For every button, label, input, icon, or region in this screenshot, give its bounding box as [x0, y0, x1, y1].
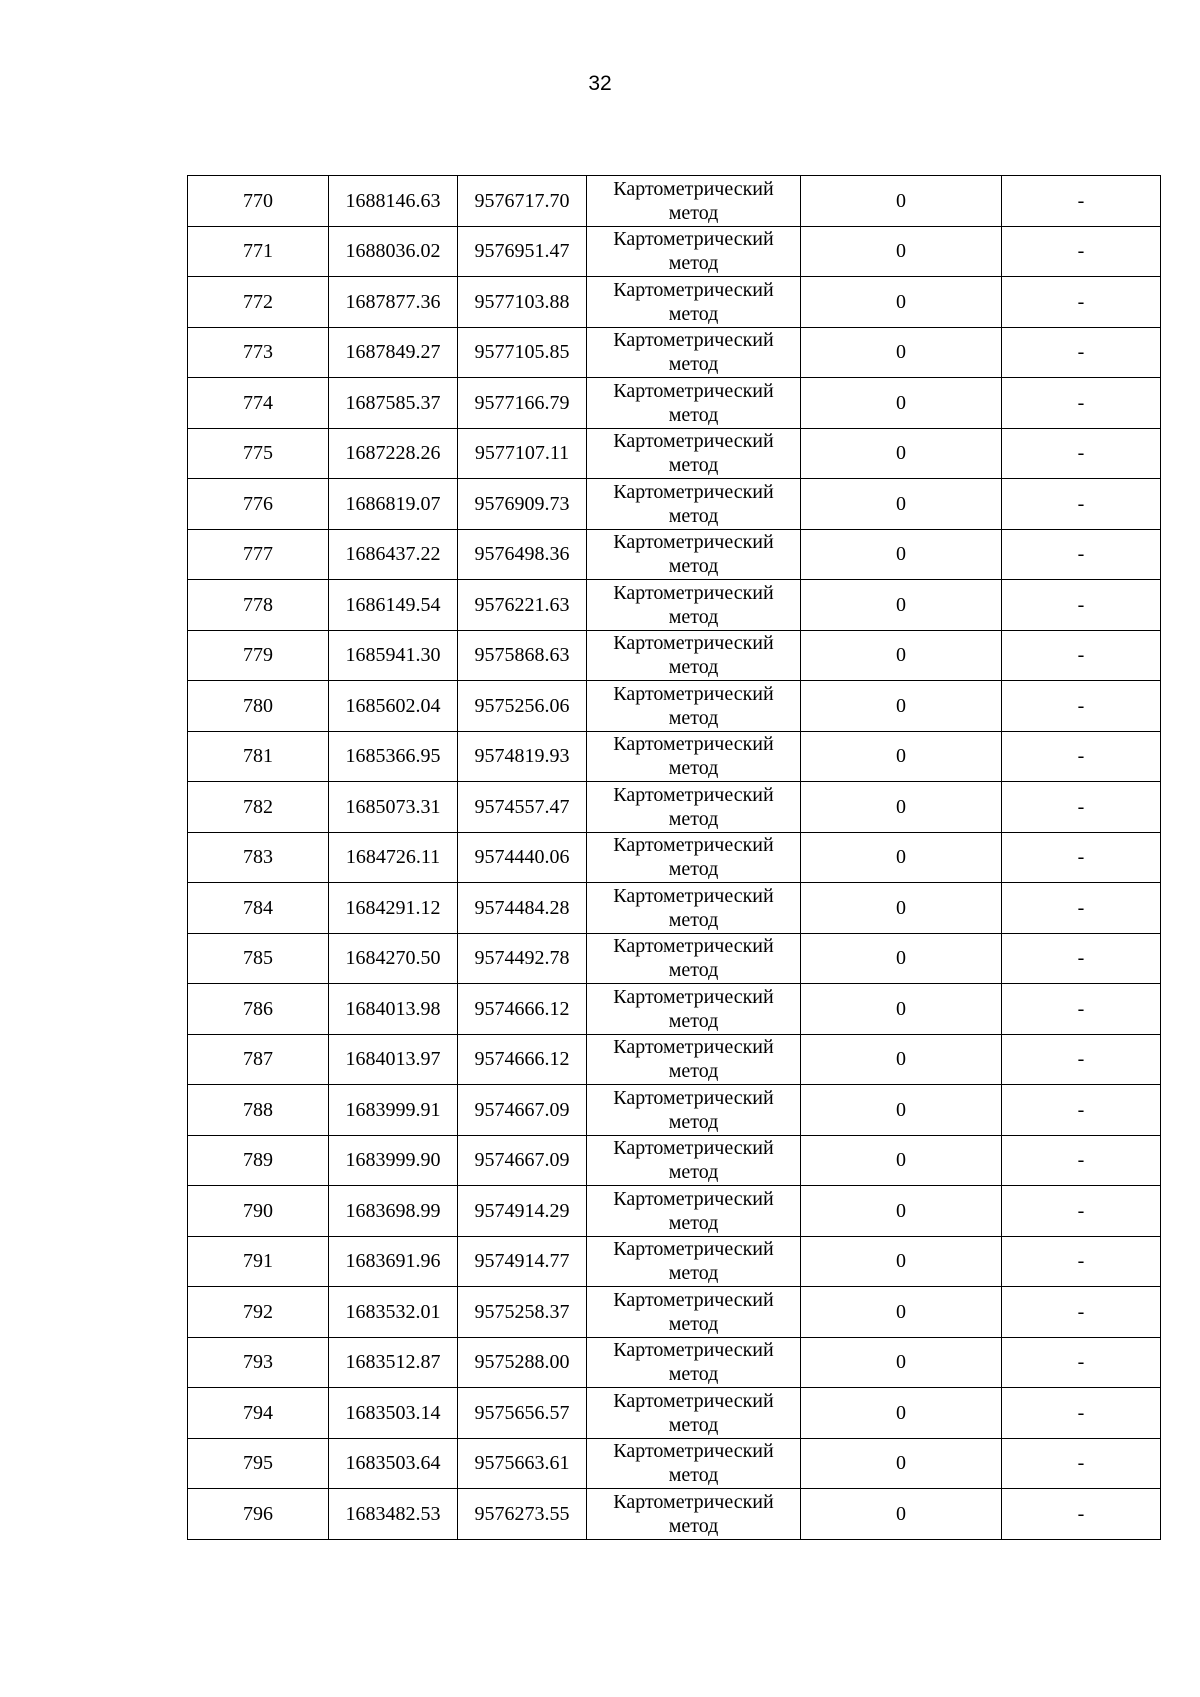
note-cell: -: [1002, 782, 1161, 833]
accuracy-cell: 0: [801, 1388, 1002, 1439]
y-coordinate-cell: 9574440.06: [458, 832, 587, 883]
note-cell: -: [1002, 731, 1161, 782]
point-number-cell: 792: [188, 1287, 329, 1338]
method-cell: [587, 1085, 801, 1136]
point-number-cell: 771: [188, 226, 329, 277]
accuracy-cell: 0: [801, 327, 1002, 378]
method-line-1: Картометрический: [613, 632, 774, 655]
point-number-cell: 793: [188, 1337, 329, 1388]
x-coordinate-cell: 1683503.64: [329, 1438, 458, 1489]
x-coordinate-cell: 1685366.95: [329, 731, 458, 782]
point-number-cell: 790: [188, 1186, 329, 1237]
method-line-2: метод: [668, 757, 719, 780]
method-line-2: метод: [668, 201, 719, 224]
method-cell: [587, 984, 801, 1035]
point-number-cell: 786: [188, 984, 329, 1035]
method-line-2: метод: [668, 1110, 719, 1133]
y-coordinate-cell: 9577107.11: [458, 428, 587, 479]
table-row: [188, 529, 1161, 580]
x-coordinate-cell: 1683532.01: [329, 1287, 458, 1338]
method-cell: [587, 933, 801, 984]
x-coordinate-cell: 1685941.30: [329, 630, 458, 681]
point-number-cell: 776: [188, 479, 329, 530]
method-line-1: Картометрический: [613, 1137, 774, 1160]
method-cell: [587, 529, 801, 580]
y-coordinate-cell: 9574914.77: [458, 1236, 587, 1287]
table-row: [188, 1489, 1161, 1540]
method-line-2: метод: [668, 908, 719, 931]
method-cell: [587, 1337, 801, 1388]
method-line-1: Картометрический: [613, 682, 774, 705]
note-cell: -: [1002, 1085, 1161, 1136]
accuracy-cell: 0: [801, 580, 1002, 631]
table-row: [188, 731, 1161, 782]
point-number-cell: 781: [188, 731, 329, 782]
note-cell: -: [1002, 479, 1161, 530]
point-number-cell: 773: [188, 327, 329, 378]
accuracy-cell: 0: [801, 1186, 1002, 1237]
method-line-2: метод: [668, 605, 719, 628]
x-coordinate-cell: 1687849.27: [329, 327, 458, 378]
point-number-cell: 788: [188, 1085, 329, 1136]
table-row: [188, 1034, 1161, 1085]
note-cell: -: [1002, 1287, 1161, 1338]
method-line-1: Картометрический: [613, 531, 774, 554]
point-number-cell: 774: [188, 378, 329, 429]
point-number-cell: 795: [188, 1438, 329, 1489]
x-coordinate-cell: 1687877.36: [329, 277, 458, 328]
note-cell: -: [1002, 984, 1161, 1035]
method-line-1: Картометрический: [613, 985, 774, 1008]
method-line-2: метод: [668, 1464, 719, 1487]
method-cell: [587, 1034, 801, 1085]
method-cell: [587, 428, 801, 479]
method-line-1: Картометрический: [613, 1036, 774, 1059]
x-coordinate-cell: 1683503.14: [329, 1388, 458, 1439]
x-coordinate-cell: 1688036.02: [329, 226, 458, 277]
table-row: [188, 782, 1161, 833]
y-coordinate-cell: 9576717.70: [458, 176, 587, 227]
table-row: [188, 1236, 1161, 1287]
table-row: [188, 580, 1161, 631]
table-row: [188, 1388, 1161, 1439]
accuracy-cell: 0: [801, 479, 1002, 530]
table-row: [188, 1438, 1161, 1489]
method-line-1: Картометрический: [613, 581, 774, 604]
method-line-1: Картометрический: [613, 783, 774, 806]
method-line-1: Картометрический: [613, 1440, 774, 1463]
coordinates-table: [187, 175, 1161, 1540]
point-number-cell: 791: [188, 1236, 329, 1287]
method-line-2: метод: [668, 252, 719, 275]
accuracy-cell: 0: [801, 1489, 1002, 1540]
note-cell: -: [1002, 378, 1161, 429]
method-line-2: метод: [668, 1363, 719, 1386]
method-cell: [587, 1438, 801, 1489]
x-coordinate-cell: 1684013.98: [329, 984, 458, 1035]
method-line-2: метод: [668, 706, 719, 729]
method-line-2: метод: [668, 302, 719, 325]
note-cell: -: [1002, 176, 1161, 227]
accuracy-cell: 0: [801, 1034, 1002, 1085]
x-coordinate-cell: 1686149.54: [329, 580, 458, 631]
method-line-1: Картометрический: [613, 935, 774, 958]
method-cell: [587, 226, 801, 277]
note-cell: -: [1002, 1438, 1161, 1489]
accuracy-cell: 0: [801, 1337, 1002, 1388]
y-coordinate-cell: 9575656.57: [458, 1388, 587, 1439]
method-cell: [587, 1236, 801, 1287]
table-row: [188, 1135, 1161, 1186]
method-line-2: метод: [668, 353, 719, 376]
x-coordinate-cell: 1685602.04: [329, 681, 458, 732]
accuracy-cell: 0: [801, 1236, 1002, 1287]
point-number-cell: 775: [188, 428, 329, 479]
accuracy-cell: 0: [801, 176, 1002, 227]
method-line-2: метод: [668, 1060, 719, 1083]
accuracy-cell: 0: [801, 378, 1002, 429]
method-cell: [587, 277, 801, 328]
method-line-2: метод: [668, 959, 719, 982]
accuracy-cell: 0: [801, 630, 1002, 681]
table-row: [188, 832, 1161, 883]
method-cell: [587, 1135, 801, 1186]
method-line-1: Картометрический: [613, 1187, 774, 1210]
point-number-cell: 794: [188, 1388, 329, 1439]
page-number: 32: [588, 72, 612, 95]
method-line-1: Картометрический: [613, 177, 774, 200]
method-cell: [587, 883, 801, 934]
point-number-cell: 787: [188, 1034, 329, 1085]
method-line-2: метод: [668, 454, 719, 477]
method-line-2: метод: [668, 555, 719, 578]
accuracy-cell: 0: [801, 731, 1002, 782]
table-row: [188, 1337, 1161, 1388]
accuracy-cell: 0: [801, 428, 1002, 479]
method-line-1: Картометрический: [613, 1086, 774, 1109]
y-coordinate-cell: 9576909.73: [458, 479, 587, 530]
x-coordinate-cell: 1684291.12: [329, 883, 458, 934]
y-coordinate-cell: 9577166.79: [458, 378, 587, 429]
accuracy-cell: 0: [801, 529, 1002, 580]
point-number-cell: 789: [188, 1135, 329, 1186]
point-number-cell: 770: [188, 176, 329, 227]
x-coordinate-cell: 1684726.11: [329, 832, 458, 883]
note-cell: -: [1002, 277, 1161, 328]
y-coordinate-cell: 9577103.88: [458, 277, 587, 328]
method-line-1: Картометрический: [613, 1389, 774, 1412]
note-cell: -: [1002, 681, 1161, 732]
method-line-2: метод: [668, 1211, 719, 1234]
note-cell: -: [1002, 327, 1161, 378]
table-row: [188, 630, 1161, 681]
y-coordinate-cell: 9574492.78: [458, 933, 587, 984]
table-row: [188, 933, 1161, 984]
y-coordinate-cell: 9574484.28: [458, 883, 587, 934]
point-number-cell: 779: [188, 630, 329, 681]
x-coordinate-cell: 1683698.99: [329, 1186, 458, 1237]
point-number-cell: 785: [188, 933, 329, 984]
y-coordinate-cell: 9575288.00: [458, 1337, 587, 1388]
note-cell: -: [1002, 630, 1161, 681]
x-coordinate-cell: 1687228.26: [329, 428, 458, 479]
y-coordinate-cell: 9576951.47: [458, 226, 587, 277]
x-coordinate-cell: 1684270.50: [329, 933, 458, 984]
accuracy-cell: 0: [801, 277, 1002, 328]
method-line-1: Картометрический: [613, 329, 774, 352]
method-line-2: метод: [668, 1009, 719, 1032]
point-number-cell: 796: [188, 1489, 329, 1540]
method-cell: [587, 1489, 801, 1540]
y-coordinate-cell: 9576221.63: [458, 580, 587, 631]
method-cell: [587, 782, 801, 833]
method-cell: [587, 479, 801, 530]
method-cell: [587, 731, 801, 782]
x-coordinate-cell: 1687585.37: [329, 378, 458, 429]
method-line-1: Картометрический: [613, 430, 774, 453]
point-number-cell: 780: [188, 681, 329, 732]
method-cell: [587, 580, 801, 631]
x-coordinate-cell: 1686437.22: [329, 529, 458, 580]
y-coordinate-cell: 9575663.61: [458, 1438, 587, 1489]
method-cell: [587, 327, 801, 378]
accuracy-cell: 0: [801, 1135, 1002, 1186]
method-cell: [587, 681, 801, 732]
y-coordinate-cell: 9574819.93: [458, 731, 587, 782]
method-line-2: метод: [668, 656, 719, 679]
table-body: [188, 176, 1161, 1540]
note-cell: -: [1002, 529, 1161, 580]
method-line-2: метод: [668, 1161, 719, 1184]
y-coordinate-cell: 9574666.12: [458, 1034, 587, 1085]
note-cell: -: [1002, 1034, 1161, 1085]
x-coordinate-cell: 1683482.53: [329, 1489, 458, 1540]
point-number-cell: 782: [188, 782, 329, 833]
x-coordinate-cell: 1683999.90: [329, 1135, 458, 1186]
y-coordinate-cell: 9574914.29: [458, 1186, 587, 1237]
accuracy-cell: 0: [801, 883, 1002, 934]
y-coordinate-cell: 9574666.12: [458, 984, 587, 1035]
method-line-2: метод: [668, 1262, 719, 1285]
y-coordinate-cell: 9576273.55: [458, 1489, 587, 1540]
y-coordinate-cell: 9575256.06: [458, 681, 587, 732]
method-cell: [587, 832, 801, 883]
note-cell: -: [1002, 1186, 1161, 1237]
note-cell: -: [1002, 1337, 1161, 1388]
method-line-2: метод: [668, 403, 719, 426]
accuracy-cell: 0: [801, 681, 1002, 732]
table-row: [188, 327, 1161, 378]
note-cell: -: [1002, 832, 1161, 883]
accuracy-cell: 0: [801, 1085, 1002, 1136]
x-coordinate-cell: 1683999.91: [329, 1085, 458, 1136]
accuracy-cell: 0: [801, 832, 1002, 883]
table-row: [188, 277, 1161, 328]
accuracy-cell: 0: [801, 933, 1002, 984]
method-cell: [587, 378, 801, 429]
x-coordinate-cell: 1683691.96: [329, 1236, 458, 1287]
method-line-1: Картометрический: [613, 480, 774, 503]
y-coordinate-cell: 9574557.47: [458, 782, 587, 833]
point-number-cell: 777: [188, 529, 329, 580]
accuracy-cell: 0: [801, 226, 1002, 277]
method-cell: [587, 1287, 801, 1338]
point-number-cell: 772: [188, 277, 329, 328]
table-row: [188, 226, 1161, 277]
point-number-cell: 784: [188, 883, 329, 934]
y-coordinate-cell: 9575868.63: [458, 630, 587, 681]
method-line-2: метод: [668, 1514, 719, 1537]
method-line-1: Картометрический: [613, 884, 774, 907]
x-coordinate-cell: 1685073.31: [329, 782, 458, 833]
method-line-2: метод: [668, 1312, 719, 1335]
table-row: [188, 176, 1161, 227]
note-cell: -: [1002, 226, 1161, 277]
note-cell: -: [1002, 580, 1161, 631]
method-line-2: метод: [668, 807, 719, 830]
note-cell: -: [1002, 428, 1161, 479]
x-coordinate-cell: 1683512.87: [329, 1337, 458, 1388]
table-row: [188, 1186, 1161, 1237]
table-row: [188, 1085, 1161, 1136]
note-cell: -: [1002, 1388, 1161, 1439]
y-coordinate-cell: 9577105.85: [458, 327, 587, 378]
note-cell: -: [1002, 1135, 1161, 1186]
x-coordinate-cell: 1688146.63: [329, 176, 458, 227]
method-line-1: Картометрический: [613, 733, 774, 756]
method-line-1: Картометрический: [613, 834, 774, 857]
table-row: [188, 479, 1161, 530]
method-cell: [587, 630, 801, 681]
x-coordinate-cell: 1686819.07: [329, 479, 458, 530]
note-cell: -: [1002, 1236, 1161, 1287]
method-cell: [587, 1388, 801, 1439]
table-row: [188, 378, 1161, 429]
table-row: [188, 984, 1161, 1035]
method-line-1: Картометрический: [613, 379, 774, 402]
table-row: [188, 883, 1161, 934]
accuracy-cell: 0: [801, 1287, 1002, 1338]
method-line-2: метод: [668, 1413, 719, 1436]
method-line-1: Картометрический: [613, 1288, 774, 1311]
y-coordinate-cell: 9575258.37: [458, 1287, 587, 1338]
note-cell: -: [1002, 1489, 1161, 1540]
method-line-1: Картометрический: [613, 1238, 774, 1261]
table-row: [188, 681, 1161, 732]
method-line-1: Картометрический: [613, 1339, 774, 1362]
method-line-2: метод: [668, 858, 719, 881]
y-coordinate-cell: 9576498.36: [458, 529, 587, 580]
note-cell: -: [1002, 883, 1161, 934]
y-coordinate-cell: 9574667.09: [458, 1085, 587, 1136]
table-row: [188, 428, 1161, 479]
point-number-cell: 783: [188, 832, 329, 883]
point-number-cell: 778: [188, 580, 329, 631]
x-coordinate-cell: 1684013.97: [329, 1034, 458, 1085]
method-cell: [587, 176, 801, 227]
note-cell: -: [1002, 933, 1161, 984]
accuracy-cell: 0: [801, 1438, 1002, 1489]
table-row: [188, 1287, 1161, 1338]
method-line-1: Картометрический: [613, 228, 774, 251]
accuracy-cell: 0: [801, 782, 1002, 833]
method-line-1: Картометрический: [613, 278, 774, 301]
y-coordinate-cell: 9574667.09: [458, 1135, 587, 1186]
method-line-2: метод: [668, 504, 719, 527]
accuracy-cell: 0: [801, 984, 1002, 1035]
method-cell: [587, 1186, 801, 1237]
method-line-1: Картометрический: [613, 1490, 774, 1513]
